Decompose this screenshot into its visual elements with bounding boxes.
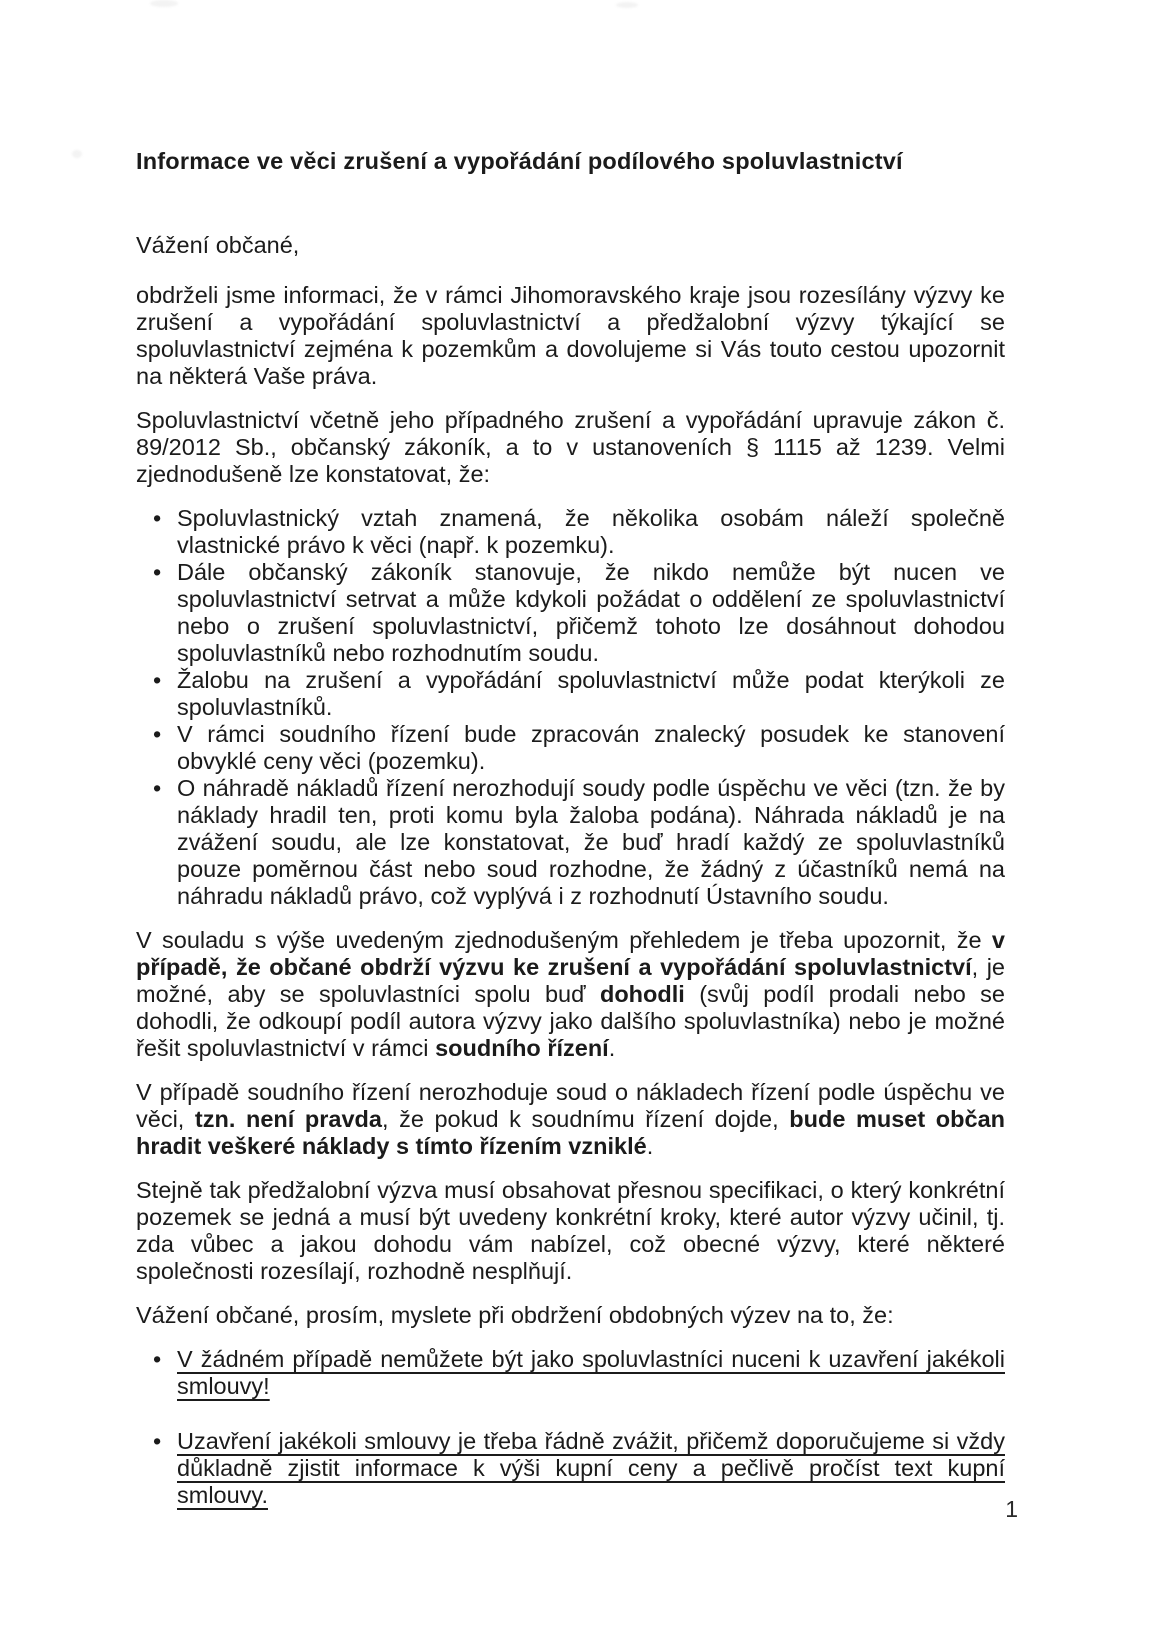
scan-artifact <box>72 150 82 158</box>
list-item-no-forced-co-ownership: • Dále občanský zákoník stanovuje, že nikdo nemůže být nucen ve spoluvlastnictví setrvat a může kdykoli požádat o oddělení ze spoluvlastnictví nebo o zrušení spoluvlastnictví, přičemž tohoto lze dosáhnout dohodou spoluvlastníků nebo rozhodnutím soudu. <box>136 559 1005 667</box>
document-title: Informace ve věci zrušení a vypořádání podílového spoluvlastnictví <box>136 148 903 174</box>
list-item-cost-compensation: • O náhradě nákladů řízení nerozhodují soudy podle úspěchu ve věci (tzn. že by náklady hradil ten, proti komu byla žaloba podána). Náhrada nákladů je na zvážení soudu, ale lze konstatovat, že buď hradí každý ze spoluvlastníků pouze poměrnou část nebo soud rozhodne, že žádný z účastníků nemá na náhradu nákladů právo, což vyplývá i z rozhodnutí Ústavního soudu. <box>136 775 1005 910</box>
scan-artifact <box>150 0 178 7</box>
list-item-consider-contract-carefully: • Uzavření jakékoli smlouvy je třeba řádně zvážit, přičemž doporučujeme si vždy důkladně zjistit informace k výši kupní ceny a pečlivě pročíst text kupní smlouvy. <box>136 1428 1005 1509</box>
list-item-co-ownership-definition: • Spoluvlastnický vztah znamená, že několika osobám náleží společně vlastnické právo k věci (např. k pozemku). <box>136 505 1005 559</box>
paragraph-appeal-to-citizens: Vážení občané, prosím, myslete při obdržení obdobných výzev na to, že: <box>136 1302 894 1328</box>
list-item-no-contract-obligation: • V žádném případě nemůžete být jako spoluvlastníci nuceni k uzavření jakékoli smlouvy! <box>136 1346 1005 1400</box>
bullet-list-warnings <box>136 1346 1005 1509</box>
salutation: Vážení občané, <box>136 232 300 258</box>
paragraph-law-reference: Spoluvlastnictví včetně jeho případného zrušení a vypořádání upravuje zákon č. 89/2012 Sb., občanský zákoník, a to v ustanoveních § 1115 až 1239. Velmi zjednodušeně lze konstatovat, že: <box>136 407 1005 487</box>
paragraph-intro: obdrželi jsme informaci, že v rámci Jihomoravského kraje jsou rozesílány výzvy ke zrušení a vypořádání spoluvlastnictví a předžalobní výzvy týkající se spoluvlastnictví zejména k pozemkům a dovolujeme si Vás touto cestou upozornit na některá Vaše práva. <box>136 282 1005 389</box>
bullet-list-overview <box>136 505 1005 910</box>
page-number: 1 <box>1005 1496 1018 1522</box>
scan-artifact <box>616 2 638 8</box>
paragraph-specification-requirement: Stejně tak předžalobní výzva musí obsahovat přesnou specifikaci, o který konkrétní pozemek se jedná a musí být uvedeny konkrétní kroky, které autor výzvy učinil, tj. zda vůbec a jakou dohodu vám nabízel, což obecné výzvy, které některé společnosti rozesílají, rozhodně nesplňují. <box>136 1177 1005 1284</box>
paragraph-court-costs: V případě soudního řízení nerozhoduje soud o nákladech řízení podle úspěchu ve věci, tzn. není pravda, že pokud k soudnímu řízení dojde, bude muset občan hradit veškeré náklady s tímto řízením vzniklé. <box>136 1079 1005 1159</box>
list-item-expert-opinion: • V rámci soudního řízení bude zpracován znalecký posudek ke stanovení obvyklé ceny věci (pozemku). <box>136 721 1005 775</box>
list-item-lawsuit-right: • Žalobu na zrušení a vypořádání spoluvlastnictví může podat kterýkoli ze spoluvlastníků. <box>136 667 1005 721</box>
paragraph-agreement-options: V souladu s výše uvedeným zjednodušeným přehledem je třeba upozornit, že v případě, že občané obdrží výzvu ke zrušení a vypořádání spoluvlastnictví, je možné, aby se spoluvlastníci spolu buď dohodli (svůj podíl prodali nebo se dohodli, že odkoupí podíl autora výzvy jako dalšího spoluvlastníka) nebo je možné řešit spoluvlastnictví v rámci soudního řízení. <box>136 927 1005 1061</box>
